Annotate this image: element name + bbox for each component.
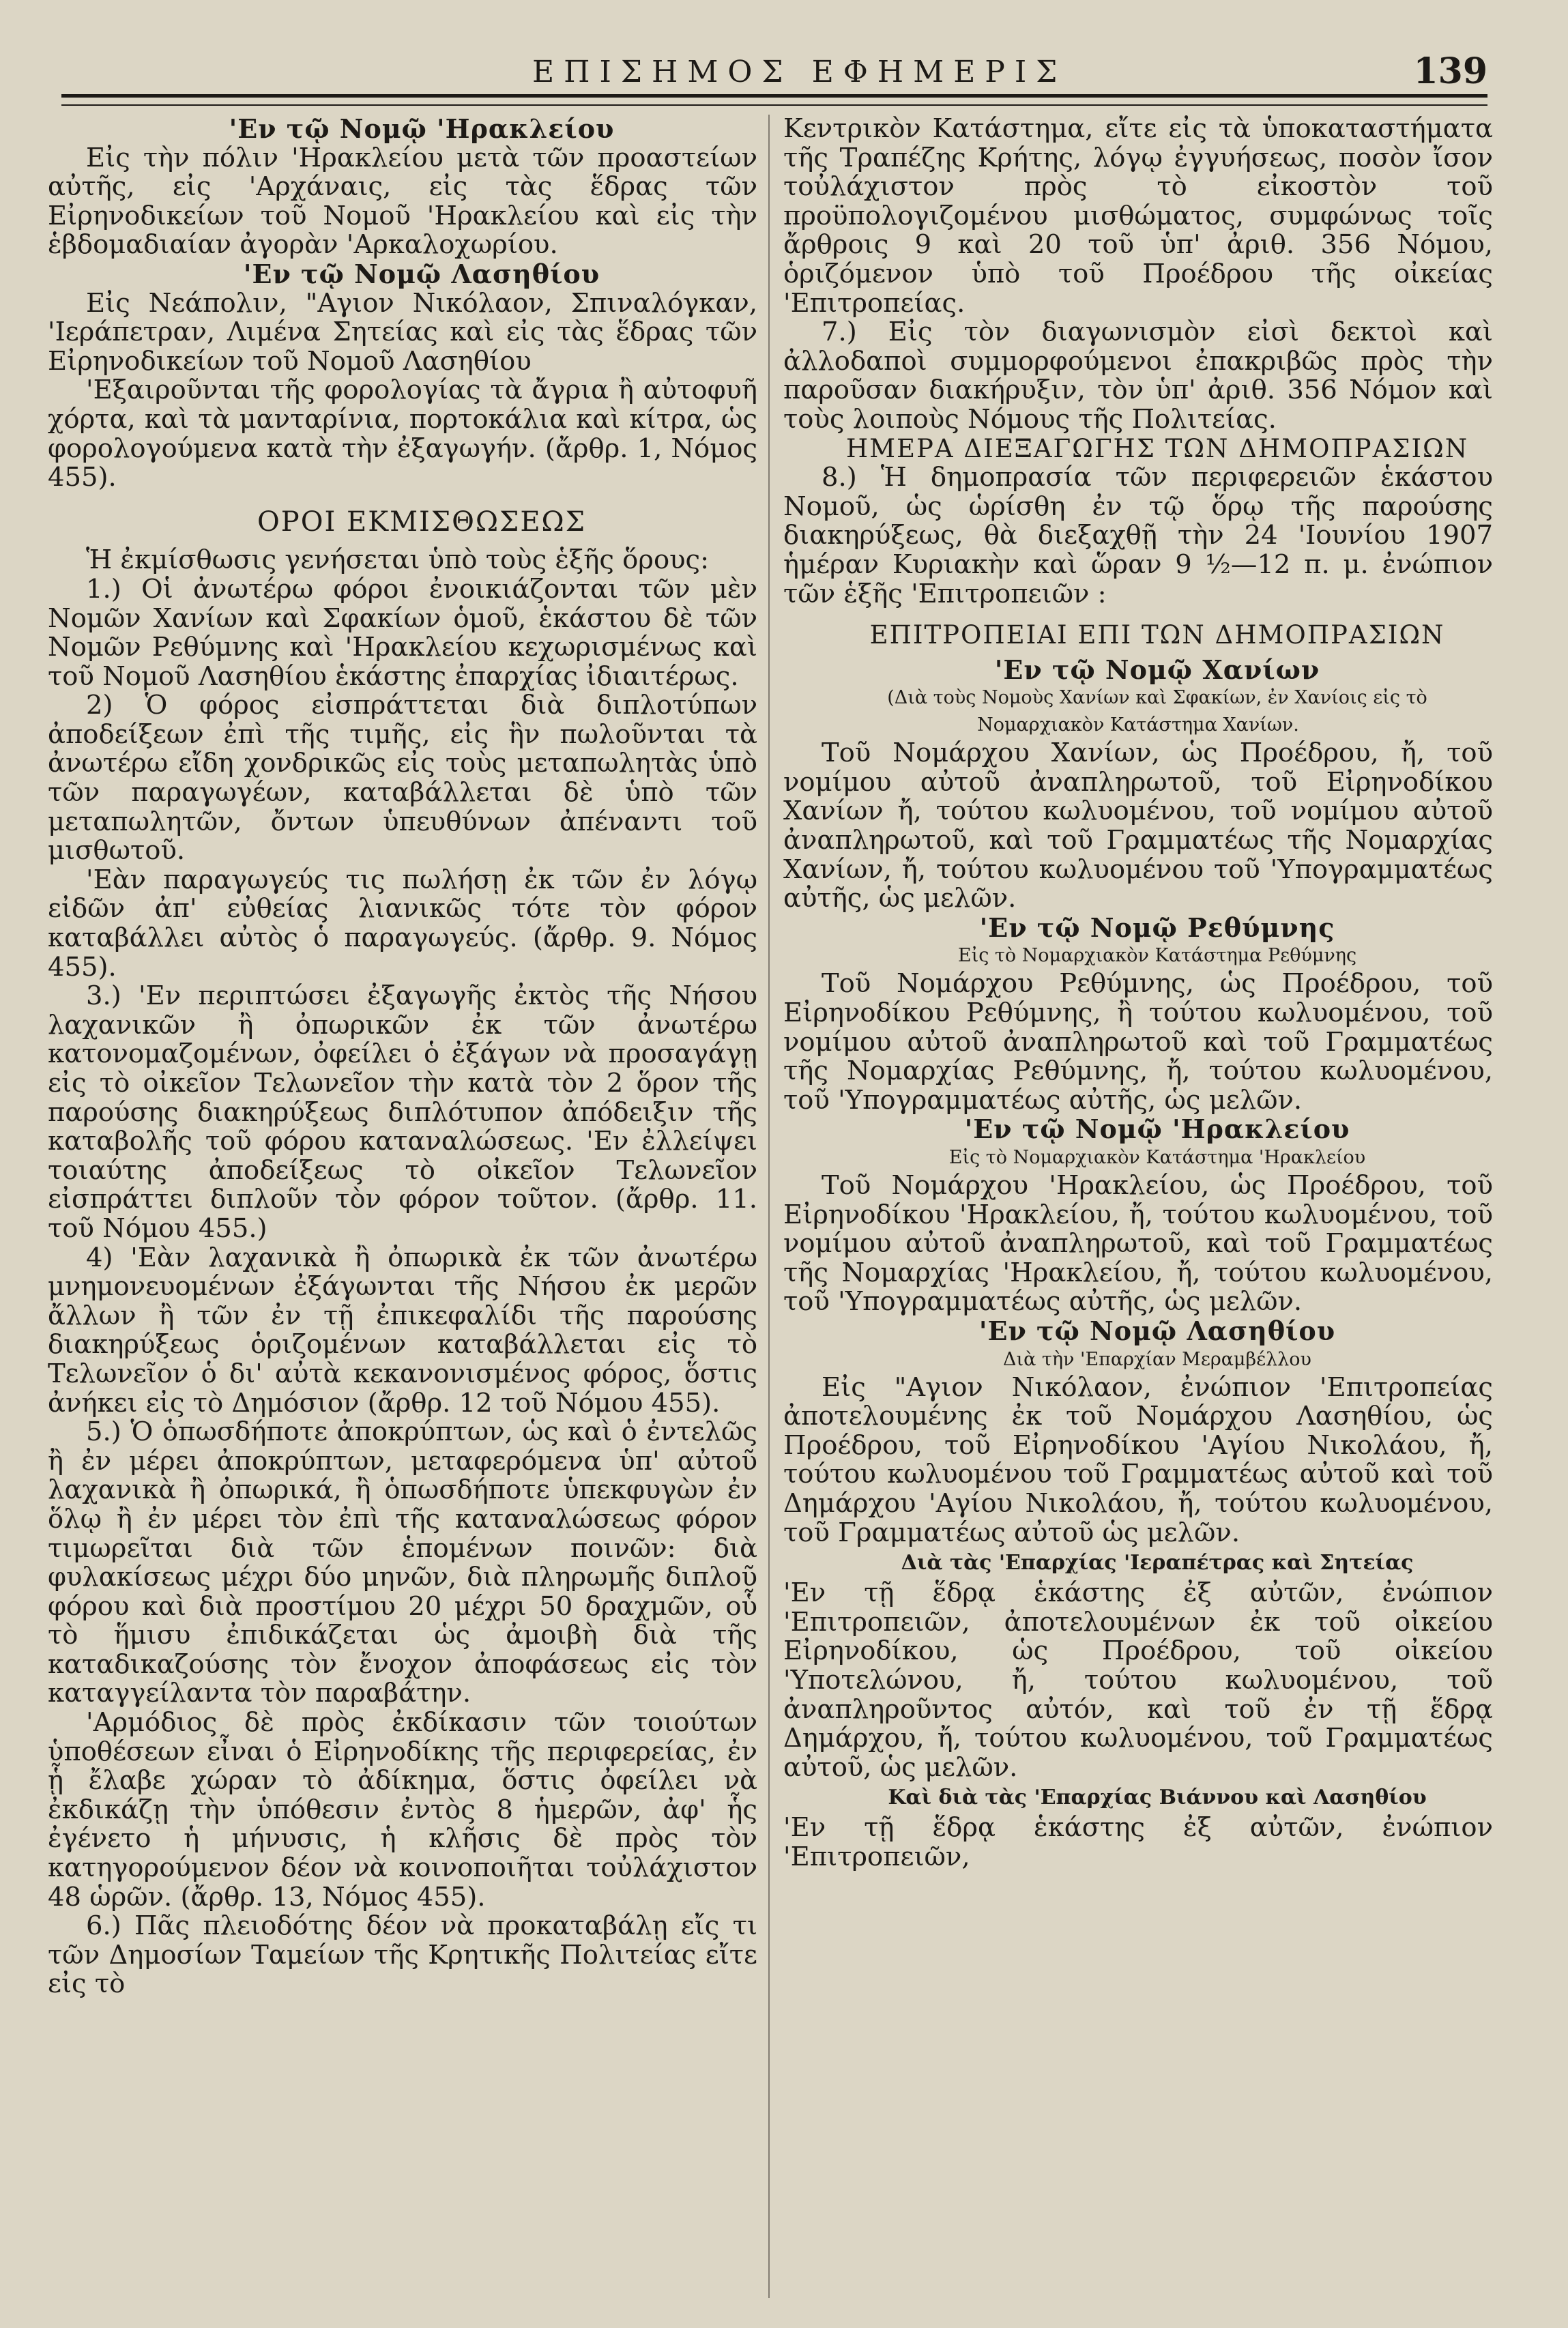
- gazette-title: ΕΠΙΣΗΜΟΣ ΕΦΗΜΕΡΙΣ: [532, 55, 1067, 89]
- heading-chania: 'Εν τῷ Νομῷ Χανίων: [994, 654, 1320, 685]
- paragraph: 4) 'Εὰν λαχανικὰ ἢ ὀπωρικὰ ἐκ τῶν ἀνωτέρω μνημονευομένων ἐξάγωνται τῆς Νήσου ἐκ μερῶν ἄλλων ἢ τῶν ἐν τῇ ἐπικεφαλίδι τῆς παρούσης διακηρύξεως ὁριζομένων καταβάλλεται εἰς τὸ Τελωνεῖον ὁ δι' αὐτὰ κεκανονισμένος φόρος, ὅστις ἀνήκει εἰς τὸ Δημόσιον (ἄρθρ. 12 τοῦ Νόμου 455).: [48, 1242, 757, 1418]
- subheading-rethymno: Εἰς τὸ Νομαρχιακὸν Κατάστημα Ρεθύμνης: [957, 945, 1357, 967]
- paragraph: Εἰς τὴν πόλιν 'Ηρακλείου μετὰ τῶν προαστείων αὐτῆς, εἰς 'Αρχάναις, εἰς τὰς ἕδρας τῶν Εἰρηνοδικείων τοῦ Νομοῦ 'Ηρακλείου καὶ εἰς τὴν ἑβδομαδιαίαν ἀγορὰν 'Αρκαλοχωρίου.: [48, 142, 757, 261]
- heading-lasithi-committee: 'Εν τῷ Νομῷ Λασηθίου: [978, 1315, 1336, 1346]
- paragraph: Τοῦ Νομάρχου 'Ηρακλείου, ὡς Προέδρου, τοῦ Εἰρηνοδίκου 'Ηρακλείου, ἤ, τούτου κωλυομένου, τοῦ νομίμου αὐτοῦ ἀναπληρωτοῦ, καὶ τοῦ Γραμματέως τῆς Νομαρχίας 'Ηρακλείου, ἤ, τούτου κωλυομένου, τοῦ 'Υπογραμματέως αὐτῆς, ὡς μελῶν.: [783, 1170, 1493, 1318]
- heading-rethymno: 'Εν τῷ Νομῷ Ρεθύμνης: [979, 912, 1335, 943]
- paragraph: 7.) Εἰς τὸν διαγωνισμὸν εἰσὶ δεκτοὶ καὶ ἀλλοδαποὶ συμμορφούμενοι ἐπακριβῶς πρὸς τὴν παροῦσαν διακήρυξιν, τὸν ὑπ' ἀριθ. 356 Νόμον καὶ τοὺς λοιποὺς Νόμους τῆς Πολιτείας.: [783, 317, 1493, 435]
- paragraph: 'Εξαιροῦνται τῆς φορολογίας τὰ ἄγρια ἢ αὐτοφυῆ χόρτα, καὶ τὰ μανταρίνια, πορτοκάλια καὶ κίτρα, ὡς φορολογούμενα κατὰ τὴν ἐξαγωγήν. (ἄρθρ. 1, Νόμος 455).: [48, 375, 757, 493]
- paragraph: 3.) 'Εν περιπτώσει ἐξαγωγῆς ἐκτὸς τῆς Νήσου λαχανικῶν ἢ ὀπωρικῶν ἐκ τῶν ἀνωτέρω κατονομαζομένων, ὀφείλει ὁ ἐξάγων νὰ προσαγάγῃ εἰς τὸ οἰκεῖον Τελωνεῖον τὴν κατὰ τὸν 2 ὅρον τῆς παρούσης διακηρύξεως διπλότυπον ἀπόδειξιν τῆς καταβολῆς τοῦ φόρου καταναλώσεως. 'Εν ἐλλείψει τοιαύτης ἀποδείξεως τὸ οἰκεῖον Τελωνεῖον εἰσπράττει διπλοῦν τὸν φόρον τοῦτον. (ἄρθρ. 11. τοῦ Νόμου 455.): [48, 980, 757, 1244]
- subheading-viannos-lasithi: Καὶ διὰ τὰς 'Επαρχίας Βιάννου καὶ Λασηθίου: [888, 1786, 1427, 1810]
- heading-committees: ΕΠΙΤΡΟΠΕΙΑΙ ΕΠΙ ΤΩΝ ΔΗΜΟΠΡΑΣΙΩΝ: [869, 620, 1445, 650]
- right-column: [783, 115, 1493, 2298]
- paragraph: 'Εν τῇ ἕδρᾳ ἑκάστης ἐξ αὐτῶν, ἐνώπιον 'Επιτροπειῶν,: [783, 1812, 1493, 1872]
- heading-heraklion: 'Εν τῷ Νομῷ 'Ηρακλείου: [229, 115, 615, 144]
- page-header: [41, 41, 1487, 102]
- paragraph: 6.) Πᾶς πλειοδότης δέον νὰ προκαταβάλῃ εἴς τι τῶν Δημοσίων Ταμείων τῆς Κρητικῆς Πολιτείας εἴτε εἰς τὸ: [48, 1910, 757, 2000]
- subheading-chania: (Διὰ τοὺς Νομοὺς Χανίων καὶ Σφακίων, ἐν Χανίοις εἰς τὸ Νομαρχιακὸν Κατάστημα Χανίων.: [887, 687, 1427, 736]
- paragraph: Τοῦ Νομάρχου Χανίων, ὡς Προέδρου, ἤ, τοῦ νομίμου αὐτοῦ ἀναπληρωτοῦ, τοῦ Εἰρηνοδίκου Χανίων ἤ, τούτου κωλυομένου, τοῦ νομίμου αὐτοῦ ἀναπληρωτοῦ, καὶ τοῦ Γραμματέως τῆς Νομαρχίας Χανίων, ἤ, τούτου κωλυομένου τοῦ 'Υπογραμματέως αὐτῆς, ὡς μελῶν.: [783, 738, 1493, 914]
- heading-lease-terms: ΟΡΟΙ ΕΚΜΙΣΘΩΣΕΩΣ: [257, 506, 587, 538]
- page-number: 139: [1413, 50, 1487, 92]
- subheading-ierapetra-sitia: Διὰ τὰς 'Επαρχίας 'Ιεραπέτρας καὶ Σητείας: [901, 1551, 1414, 1575]
- paragraph: 1.) Οἱ ἀνωτέρω φόροι ἐνοικιάζονται τῶν μὲν Νομῶν Χανίων καὶ Σφακίων ὁμοῦ, ἑκάστου δὲ τῶν Νομῶν Ρεθύμνης καὶ 'Ηρακλείου κεχωρισμένως καὶ τοῦ Νομοῦ Λασηθίου ἑκάστης ἐπαρχίας ἰδιαιτέρως.: [48, 573, 757, 692]
- left-column: [48, 115, 757, 2298]
- paragraph: 5.) Ὁ ὁπωσδήποτε ἀποκρύπτων, ὡς καὶ ὁ ἐντελῶς ἢ ἐν μέρει ἀποκρύπτων, μεταφερόμενα ὑπ' αὐτοῦ λαχανικὰ ἢ ὀπωρικά, ἢ ὁπωσδήποτε ὑπεκφυγὼν ἐν ὅλῳ ἢ ἐν μέρει τὸν ἐπὶ τῆς καταναλώσεως φόρον τιμωρεῖται διὰ τῶν ἑπομένων ποινῶν: διὰ φυλακίσεως μέχρι δύο μηνῶν, διὰ πληρωμῆς διπλοῦ φόρου καὶ διὰ προστίμου 20 μέχρι 50 δραχμῶν, οὗ τὸ ἥμισυ ἐπιδικάζεται ὡς ἀμοιβὴ διὰ τῆς καταδικαζούσης τὸν ἔνοχον ἀποφάσεως εἰς τὸν καταγγείλαντα τὸν παραβάτην.: [48, 1416, 757, 1709]
- paragraph: Εἰς Νεάπολιν, "Αγιον Νικόλαον, Σπιναλόγκαν, 'Ιεράπετραν, Λιμένα Σητείας καὶ εἰς τὰς ἕδρας τῶν Εἰρηνοδικείων τοῦ Νομοῦ Λασηθίου: [48, 287, 757, 377]
- subheading-merabello: Διὰ τὴν 'Επαρχίαν Μεραμβέλλου: [1003, 1348, 1311, 1370]
- paragraph: 'Εὰν παραγωγεύς τις πωλήσῃ ἐκ τῶν ἐν λόγῳ εἰδῶν ἀπ' εὐθείας λιανικῶς τότε τὸν φόρον καταβάλλει αὐτὸς ὁ παραγωγεύς. (ἄρθρ. 9. Νόμος 455).: [48, 864, 757, 983]
- paragraph: 2) Ὁ φόρος εἰσπράττεται διὰ διπλοτύπων ἀποδείξεων ἐπὶ τῆς τιμῆς, εἰς ἣν πωλοῦνται τὰ ἀνωτέρω εἴδη χονδρικῶς εἰς τοὺς μεταπωλητὰς ὑπὸ τῶν παραγωγέων, καταβάλλεται δὲ ὑπὸ τῶν μεταπωλητῶν, ὄντων ὑπευθύνων ἀπέναντι τοῦ μισθωτοῦ.: [48, 690, 757, 867]
- paragraph: Ἡ ἐκμίσθωσις γενήσεται ὑπὸ τοὺς ἑξῆς ὅρους:: [86, 544, 710, 576]
- header-rule: [61, 94, 1487, 106]
- heading-heraklion-committee: 'Εν τῷ Νομῷ 'Ηρακλείου: [964, 1114, 1350, 1145]
- paragraph: 'Εν τῇ ἕδρᾳ ἑκάστης ἐξ αὐτῶν, ἐνώπιον 'Επιτροπειῶν, ἀποτελουμένων ἐκ τοῦ οἰκείου Εἰρηνοδίκου, ὡς Προέδρου, τοῦ οἰκείου 'Υποτελώνου, ἤ, τούτου κωλυομένου, τοῦ ἀναπληροῦντος αὐτόν, καὶ τοῦ ἐν τῇ ἕδρᾳ Δημάρχου, ἤ, τούτου κωλυομένου, τοῦ Γραμματέως αὐτοῦ, ὡς μελῶν.: [783, 1577, 1493, 1783]
- paragraph: Κεντρικὸν Κατάστημα, εἴτε εἰς τὰ ὑποκαταστήματα τῆς Τραπέζης Κρήτης, λόγῳ ἐγγυήσεως, ποσὸν ἴσον τοὐλάχιστον πρὸς τὸ εἰκοστὸν τοῦ προϋπολογιζομένου μισθώματος, συμφώνως τοῖς ἄρθροις 9 καὶ 20 τοῦ ὑπ' ἀριθ. 356 Νόμου, ὁριζόμενον ὑπὸ τοῦ Προέδρου τῆς οἰκείας 'Επιτροπείας.: [783, 115, 1493, 319]
- paragraph: 'Αρμόδιος δὲ πρὸς ἐκδίκασιν τῶν τοιούτων ὑποθέσεων εἶναι ὁ Εἰρηνοδίκης τῆς περιφερείας, ἐν ᾗ ἔλαβε χώραν τὸ ἀδίκημα, ὅστις ὀφείλει νὰ ἐκδικάζῃ τὴν ὑπόθεσιν ἐντὸς 8 ἡμερῶν, ἀφ' ἧς ἐγένετο ἡ μήνυσις, ἡ κλῆσις δὲ πρὸς τὸν κατηγορούμενον δέον νὰ κοινοποιῆται τοὐλάχιστον 48 ὡρῶν. (ἄρθρ. 13, Νόμος 455).: [48, 1707, 757, 1912]
- paragraph: 8.) Ἡ δημοπρασία τῶν περιφερειῶν ἑκάστου Νομοῦ, ὡς ὡρίσθη ἐν τῷ ὅρῳ τῆς παρούσης διακηρύξεως, θὰ διεξαχθῇ τὴν 24 'Ιουνίου 1907 ἡμέραν Κυριακὴν καὶ ὥραν 9 ½—12 π. μ. ἐνώπιον τῶν ἑξῆς 'Επιτροπειῶν :: [783, 462, 1493, 609]
- paragraph: Τοῦ Νομάρχου Ρεθύμνης, ὡς Προέδρου, τοῦ Εἰρηνοδίκου Ρεθύμνης, ἢ τούτου κωλυομένου, τοῦ νομίμου αὐτοῦ ἀναπληρωτοῦ καὶ τοῦ Γραμματέως τῆς Νομαρχίας Ρεθύμνης, ἤ, τούτου κωλυομένου, τοῦ 'Υπογραμματέως αὐτῆς, ὡς μελῶν.: [783, 968, 1493, 1116]
- paragraph: Εἰς "Αγιον Νικόλαον, ἐνώπιον 'Επιτροπείας ἀποτελουμένης ἐκ τοῦ Νομάρχου Λασηθίου, ὡς Προέδρου, τοῦ Εἰρηνοδίκου 'Αγίου Νικολάου, ἤ, τούτου κωλυομένου τοῦ Γραμματέως αὐτοῦ καὶ τοῦ Δημάρχου 'Αγίου Νικολάου, ἤ, τούτου κωλυομένου, τοῦ Γραμματέως αὐτοῦ ὡς μελῶν.: [783, 1371, 1493, 1548]
- heading-lasithi: 'Εν τῷ Νομῷ Λασηθίου: [243, 258, 600, 289]
- subheading-heraklion: Εἰς τὸ Νομαρχιακὸν Κατάστημα 'Ηρακλείου: [948, 1147, 1366, 1168]
- column-divider: [768, 115, 770, 2298]
- heading-auction-day: ΗΜΕΡΑ ΔΙΕΞΑΓΩΓΗΣ ΤΩΝ ΔΗΜΟΠΡΑΣΙΩΝ: [845, 433, 1469, 463]
